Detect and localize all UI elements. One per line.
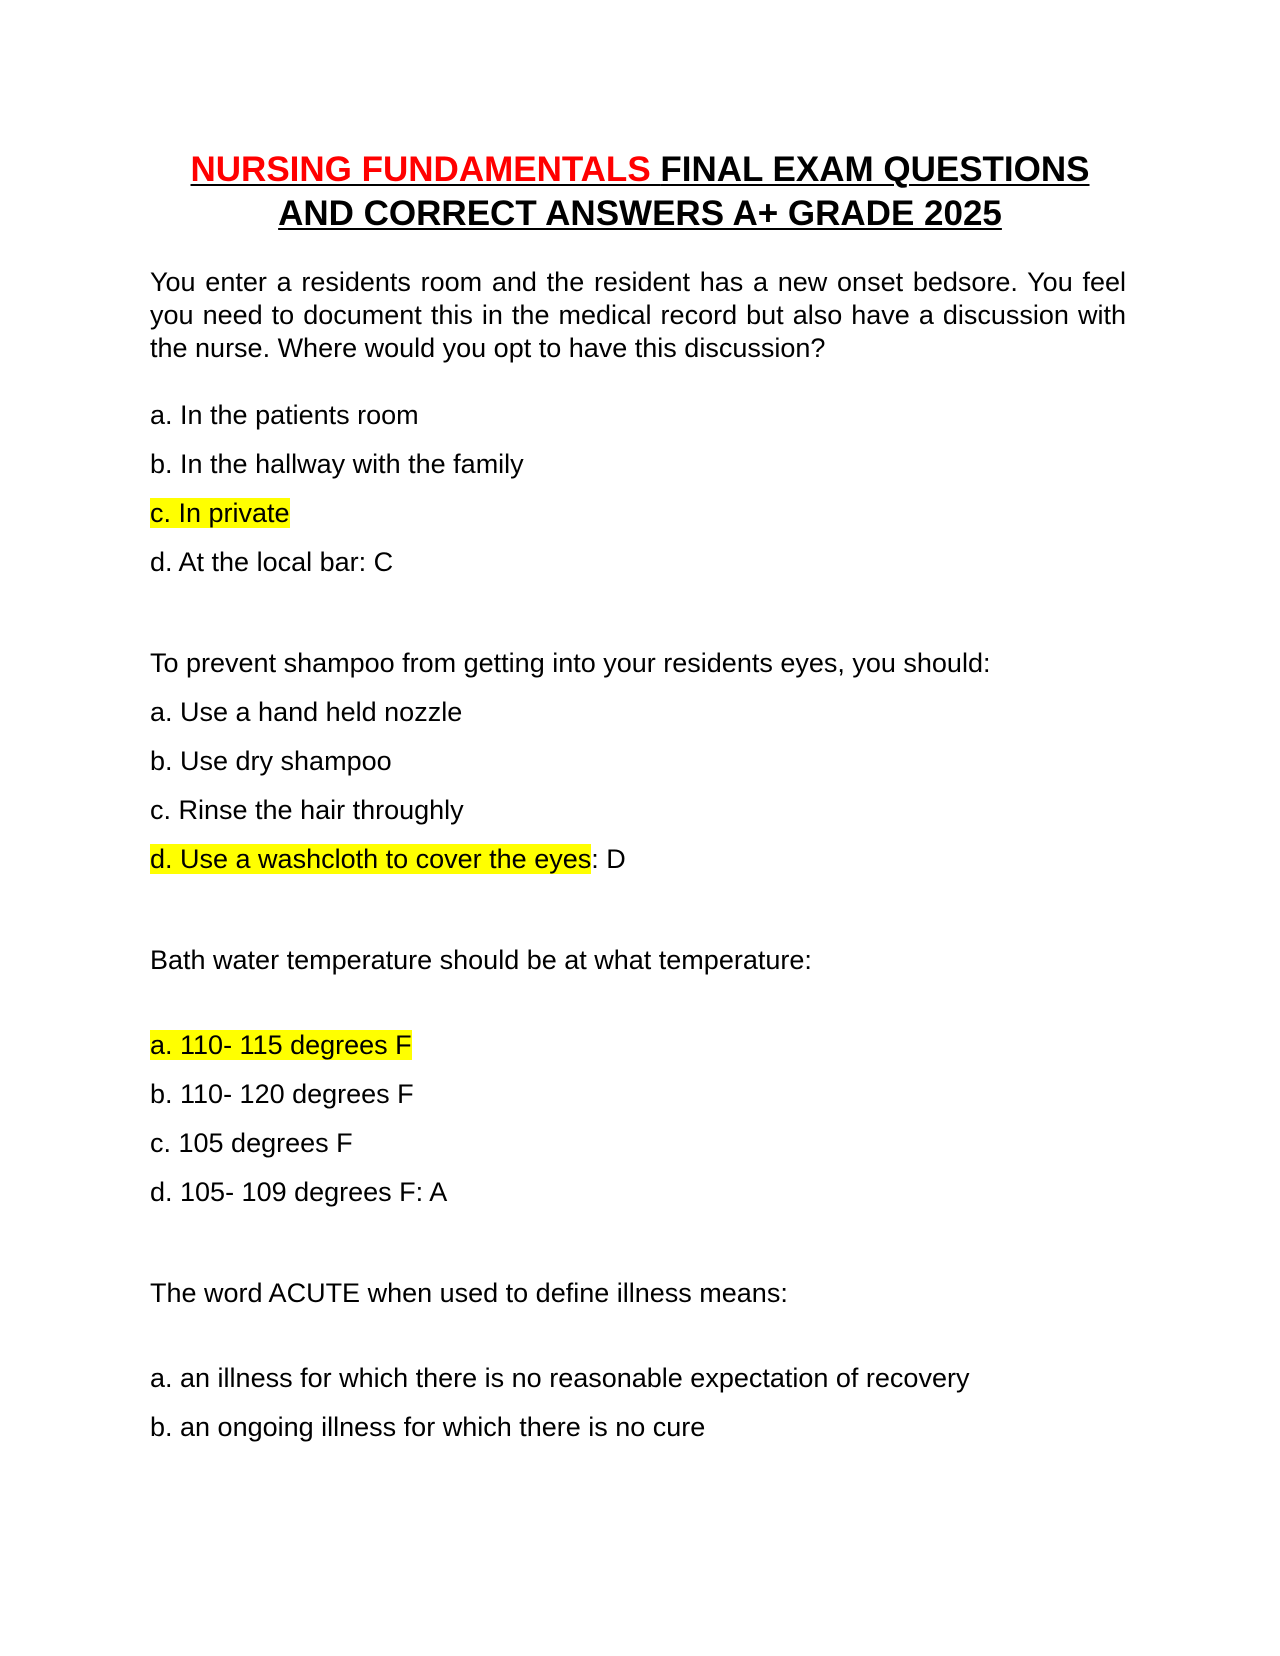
answer-highlight: a. 110- 115 degrees F (150, 1030, 412, 1060)
question-4-option-a: a. an illness for which there is no reasonable expectation of recovery (150, 1363, 970, 1393)
question-1-option-d: d. At the local bar: C (150, 547, 394, 577)
question-3-option-c: c. 105 degrees F (150, 1128, 353, 1158)
question-2-option-d (150, 842, 626, 876)
question-3-option-a (150, 1028, 412, 1062)
question-3-option-d: d. 105- 109 degrees F: A (150, 1177, 448, 1207)
title-rest: FINAL EXAM QUESTIONS (660, 150, 1090, 189)
question-4-option-b: b. an ongoing illness for which there is no cure (150, 1412, 706, 1442)
question-1-option-c (150, 496, 290, 530)
question-2-text: To prevent shampoo from getting into your residents eyes, you should: (150, 648, 991, 678)
answer-highlight: d. Use a washcloth to cover the eyes (150, 844, 592, 874)
question-2-option-b: b. Use dry shampoo (150, 746, 392, 776)
question-1-option-a: a. In the patients room (150, 400, 419, 430)
question-1-option-b: b. In the hallway with the family (150, 449, 524, 479)
question-2-option-a: a. Use a hand held nozzle (150, 697, 463, 727)
question-3-text: Bath water temperature should be at what temperature: (150, 945, 812, 975)
question-2-option-c: c. Rinse the hair throughly (150, 795, 464, 825)
question-3-option-b: b. 110- 120 degrees F (150, 1079, 414, 1109)
question-4-text: The word ACUTE when used to define illness means: (150, 1278, 788, 1308)
answer-key: : D (591, 844, 626, 874)
title-subject: NURSING FUNDAMENTALS (190, 150, 661, 189)
answer-highlight: c. In private (150, 498, 290, 528)
title-line2: AND CORRECT ANSWERS A+ GRADE 2025 (278, 194, 1002, 233)
document-title (100, 148, 1180, 236)
question-1-text: You enter a residents room and the resident has a new onset bedsore. You feel you need to document this in the medical record but also have a discussion with the nurse. Where would you opt to have this discussion? (150, 267, 1126, 363)
